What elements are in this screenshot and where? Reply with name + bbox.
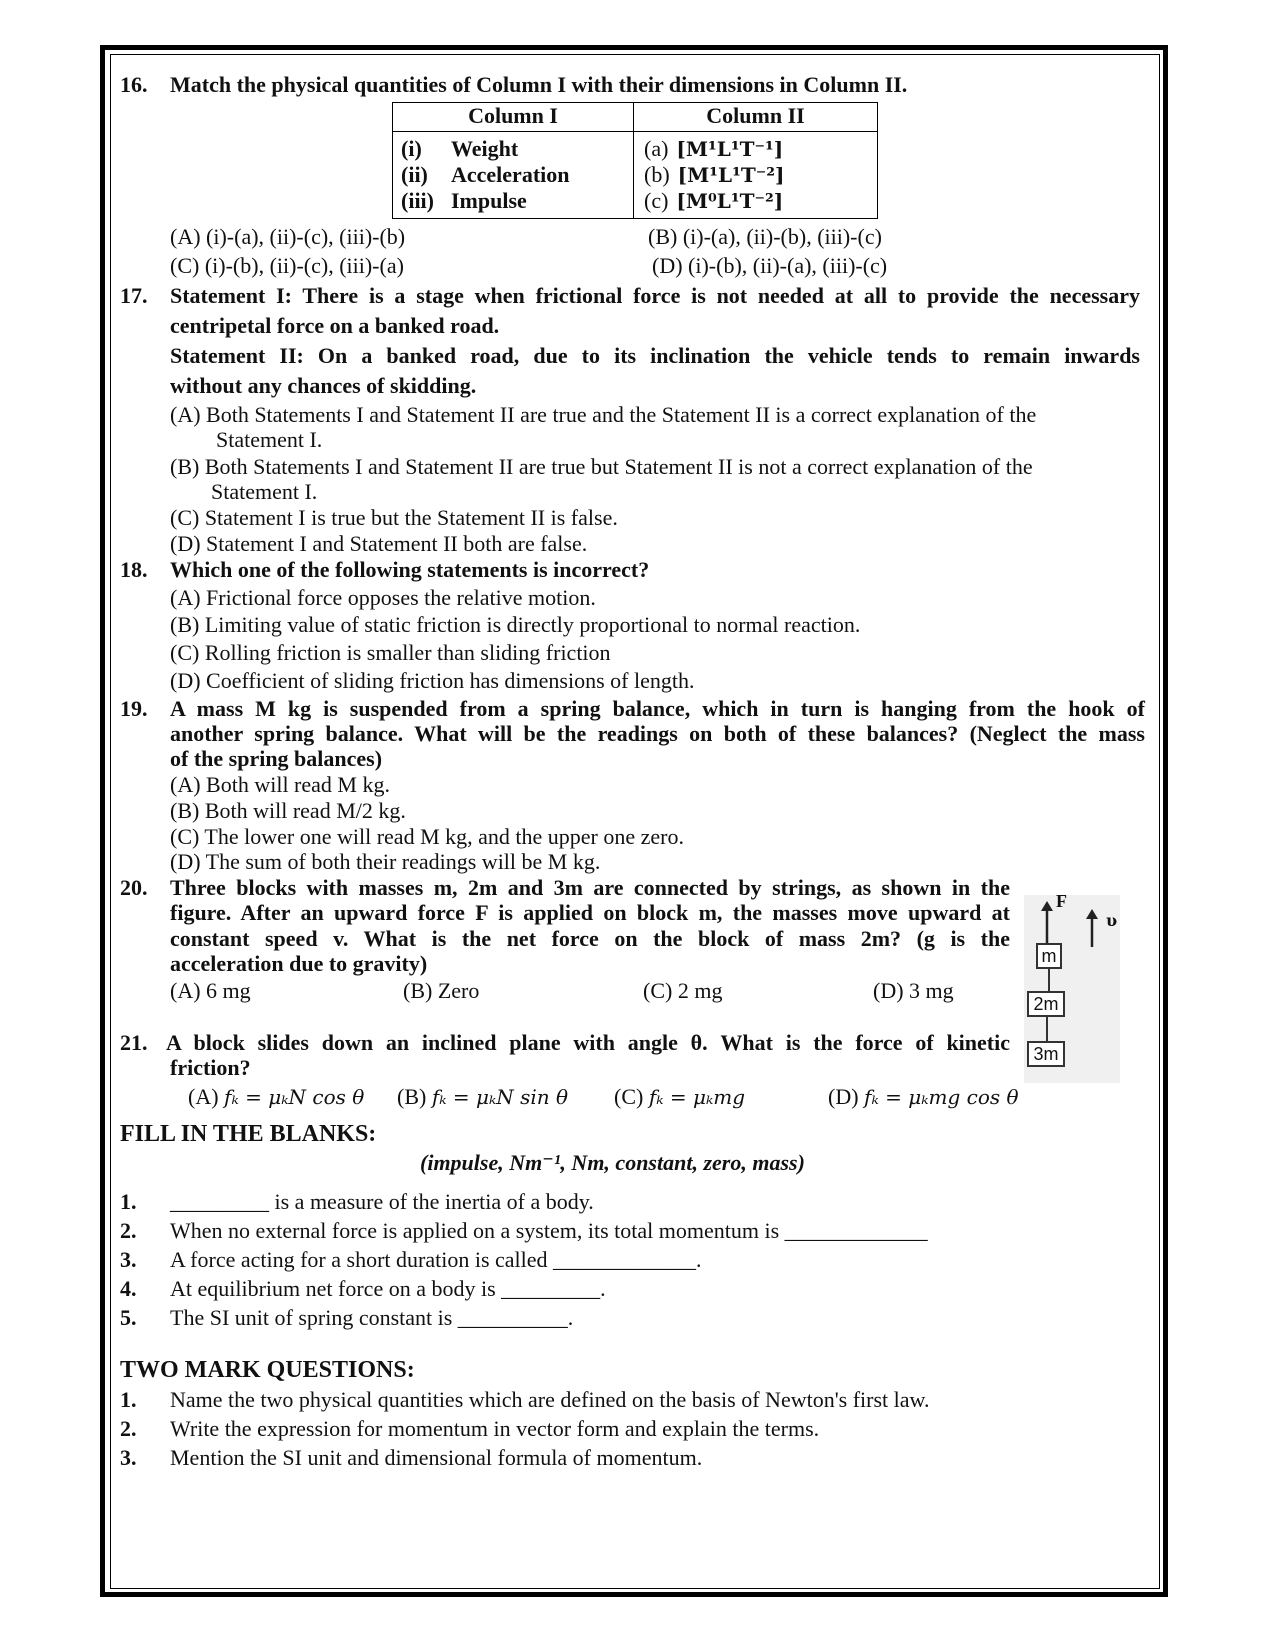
q18-option-b: (B) Limiting value of static friction is directly proportional to normal reaction. xyxy=(170,612,861,637)
q18-option-c: (C) Rolling friction is smaller than sliding friction xyxy=(170,640,611,665)
col1-header: Column I xyxy=(393,103,634,132)
string-2 xyxy=(1046,1017,1048,1041)
two-mark-item-number: 1. xyxy=(120,1387,137,1412)
q19-option-d: (D) The sum of both their readings will be M kg. xyxy=(170,849,601,874)
q17-option-d: (D) Statement I and Statement II both are false. xyxy=(170,531,588,556)
q21-option-d xyxy=(828,1084,1019,1110)
block-2m: 2m xyxy=(1027,991,1065,1017)
q17-statement1-line1: Statement I: There is a stage when frictional force is not needed at all to provide the necessary xyxy=(170,283,1140,308)
q17-option-c: (C) Statement I is true but the Statement II is false. xyxy=(170,505,618,530)
q21-option-d-label: (D) xyxy=(828,1084,859,1109)
q17-statement2-line1: Statement II: On a banked road, due to its inclination the vehicle tends to remain inwards xyxy=(170,343,1140,368)
q16-text: Match the physical quantities of Column I with their dimensions in Column II. xyxy=(170,72,908,97)
q19-number: 19. xyxy=(120,696,148,721)
fill-blanks-heading: FILL IN THE BLANKS: xyxy=(120,1121,377,1147)
q20-option-b: (B) Zero xyxy=(403,978,480,1003)
col2-num: (a) xyxy=(644,136,669,161)
q16-match-table xyxy=(392,102,878,219)
q19-option-a: (A) Both will read M kg. xyxy=(170,772,390,797)
q20-number: 20. xyxy=(120,875,148,900)
q20-figure xyxy=(1024,891,1142,1085)
q20-option-d: (D) 3 mg xyxy=(873,978,954,1003)
q18-number: 18. xyxy=(120,557,148,582)
col2-cell xyxy=(634,132,878,219)
fill-item-number: 5. xyxy=(120,1305,137,1330)
fill-item-text: _________ is a measure of the inertia of a body. xyxy=(170,1189,594,1214)
two-mark-item-text: Name the two physical quantities which are defined on the basis of Newton's first law. xyxy=(170,1387,930,1412)
q16-option-b: (B) (i)-(a), (ii)-(b), (iii)-(c) xyxy=(648,224,882,249)
q21-option-b xyxy=(397,1084,568,1110)
fill-item-text: A force acting for a short duration is called _____________. xyxy=(170,1247,702,1272)
two-mark-item-text: Mention the SI unit and dimensional formula of momentum. xyxy=(170,1445,703,1470)
col1-label: Weight xyxy=(451,136,519,161)
two-mark-item-text: Write the expression for momentum in vector form and explain the terms. xyxy=(170,1416,820,1441)
block-m: m xyxy=(1036,943,1062,969)
q21-option-d-formula: fₖ = μₖmg cos θ xyxy=(864,1085,1019,1109)
q16-option-a: (A) (i)-(a), (ii)-(c), (iii)-(b) xyxy=(170,224,406,249)
q21-option-a xyxy=(188,1084,364,1110)
col2-dim: [M¹L¹T⁻¹] xyxy=(676,137,784,161)
two-mark-item-number: 3. xyxy=(120,1445,137,1470)
q21-number: 21. xyxy=(120,1030,148,1055)
velocity-label: υ xyxy=(1106,911,1118,930)
fill-blanks-word-bank: (impulse, Nm⁻¹, Nm, constant, zero, mass) xyxy=(420,1150,805,1175)
two-mark-item-number: 2. xyxy=(120,1416,137,1441)
fill-item-number: 1. xyxy=(120,1189,137,1214)
col1-label: Acceleration xyxy=(451,162,570,187)
q21-option-c xyxy=(614,1084,745,1110)
string-1 xyxy=(1048,969,1050,991)
q21-line1: A block slides down an inclined plane with angle θ. What is the force of kinetic xyxy=(166,1030,1010,1055)
col1-cell xyxy=(393,132,634,219)
block-3m: 3m xyxy=(1027,1041,1065,1067)
col2-dim: [M⁰L¹T⁻²] xyxy=(676,189,784,213)
q21-line2: friction? xyxy=(170,1055,251,1080)
col2-num: (b) xyxy=(644,162,670,187)
col2-num: (c) xyxy=(644,188,669,213)
force-label: F xyxy=(1056,891,1067,911)
fill-item-number: 3. xyxy=(120,1247,137,1272)
q19-line2: another spring balance. What will be the readings on both of these balances? (Neglect the mass xyxy=(170,721,1145,746)
fill-item-number: 2. xyxy=(120,1218,137,1243)
q20-option-c: (C) 2 mg xyxy=(643,978,723,1003)
col1-num: (i) xyxy=(401,136,422,161)
q19-option-c: (C) The lower one will read M kg, and the upper one zero. xyxy=(170,824,684,849)
two-mark-heading: TWO MARK QUESTIONS: xyxy=(120,1357,415,1383)
q16-option-c: (C) (i)-(b), (ii)-(c), (iii)-(a) xyxy=(170,253,404,278)
fill-item-number: 4. xyxy=(120,1276,137,1301)
q20-line3: constant speed v. What is the net force on the block of mass 2m? (g is the xyxy=(170,926,1010,951)
col1-num: (iii) xyxy=(401,188,434,213)
q17-statement1-line2: centripetal force on a banked road. xyxy=(170,313,500,338)
col1-label: Impulse xyxy=(451,188,527,213)
q21-option-b-formula: fₖ = μₖN sin θ xyxy=(431,1085,569,1109)
q21-option-b-label: (B) xyxy=(397,1084,427,1109)
col1-num: (ii) xyxy=(401,162,428,187)
q17-statement2-line2: without any chances of skidding. xyxy=(170,373,477,398)
col2-header: Column II xyxy=(634,103,878,132)
q17-number: 17. xyxy=(120,283,148,308)
q20-line4: acceleration due to gravity) xyxy=(170,951,428,976)
q18-option-d: (D) Coefficient of sliding friction has dimensions of length. xyxy=(170,668,695,693)
q17-option-b: (B) Both Statements I and Statement II are true but Statement II is not a correct explanation of the xyxy=(170,454,1033,479)
q17-option-b-cont: Statement I. xyxy=(211,479,318,504)
col2-dim: [M¹L¹T⁻²] xyxy=(677,163,785,187)
fill-item-text: When no external force is applied on a system, its total momentum is _____________ xyxy=(170,1218,928,1243)
q19-line3: of the spring balances) xyxy=(170,746,383,771)
q18-option-a: (A) Frictional force opposes the relative motion. xyxy=(170,585,596,610)
q16-number: 16. xyxy=(120,72,148,97)
fill-item-text: The SI unit of spring constant is __________. xyxy=(170,1305,574,1330)
q21-option-c-label: (C) xyxy=(614,1084,644,1109)
q19-option-b: (B) Both will read M/2 kg. xyxy=(170,798,406,823)
q18-text: Which one of the following statements is incorrect? xyxy=(170,557,650,582)
q20-line2: figure. After an upward force F is applied on block m, the masses move upward at xyxy=(170,900,1010,925)
fill-item-text: At equilibrium net force on a body is _________. xyxy=(170,1276,606,1301)
q17-option-a-cont: Statement I. xyxy=(216,427,323,452)
q19-line1: A mass M kg is suspended from a spring balance, which in turn is hanging from the hook of xyxy=(170,696,1145,721)
q21-option-a-label: (A) xyxy=(188,1084,219,1109)
q21-option-a-formula: fₖ = μₖN cos θ xyxy=(224,1085,365,1109)
q20-line1: Three blocks with masses m, 2m and 3m are connected by strings, as shown in the xyxy=(170,875,1010,900)
q20-option-a: (A) 6 mg xyxy=(170,978,251,1003)
q17-option-a: (A) Both Statements I and Statement II are true and the Statement II is a correct explanation of the xyxy=(170,402,1037,427)
q16-option-d: (D) (i)-(b), (ii)-(a), (iii)-(c) xyxy=(652,253,888,278)
q21-option-c-formula: fₖ = μₖmg xyxy=(648,1085,746,1109)
